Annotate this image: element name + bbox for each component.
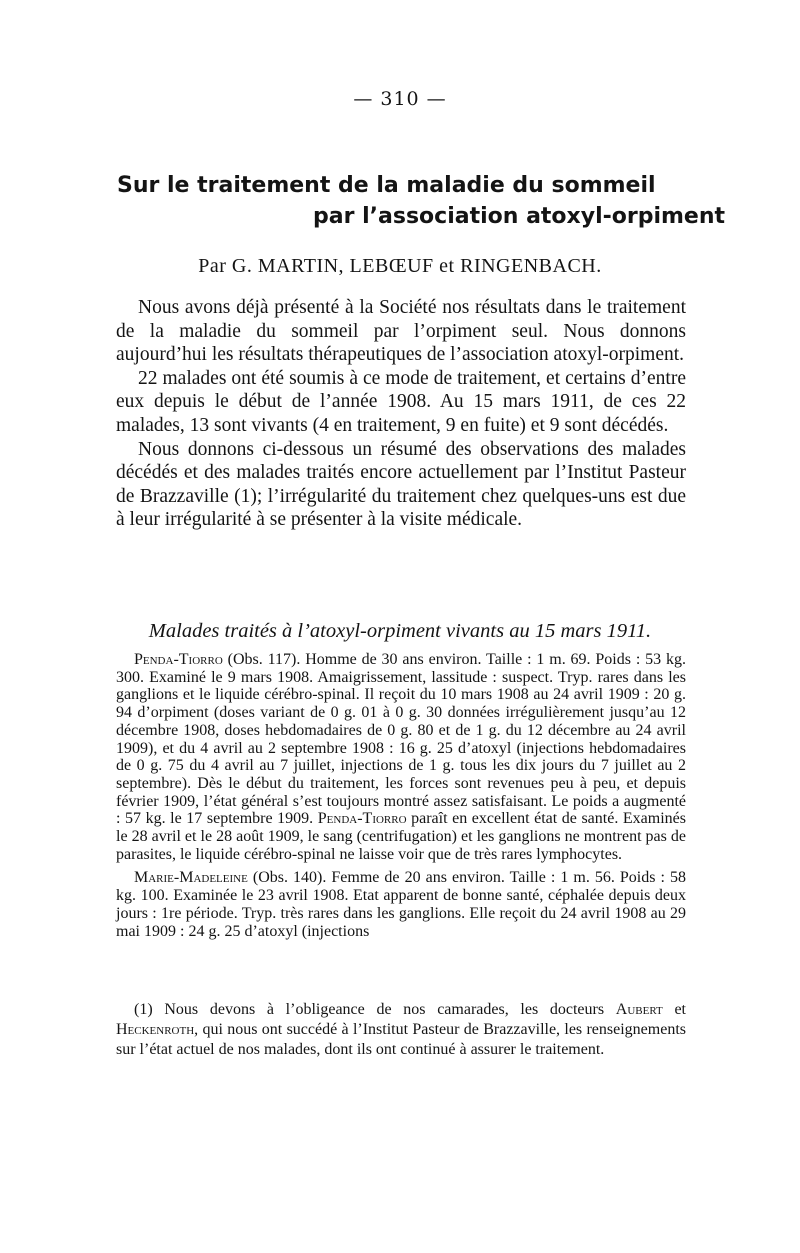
observation-text: paraît en excellent état de santé. Examinés le 28 avril et le 28 août 1909, le sang (centrifugation) et les ganglions ne montrent pas de parasites, le liquide cérébro-spinal ne laisse voir que de très rares lymphocytes. <box>116 810 686 863</box>
footnote-text: , qui nous ont succédé à l’Institut Pasteur de Brazzaville, les renseignements sur l’état actuel de nos malades, dont ils ont continué à assurer le traitement. <box>116 1021 686 1058</box>
title-line-2: par l’association atoxyl-orpiment <box>313 204 726 229</box>
patient-name: Penda-Tiorro <box>317 810 407 828</box>
footnote-name: Heckenroth <box>116 1021 195 1038</box>
footnote-text: (1) Nous devons à l’obligeance de nos camarades, les docteurs <box>134 1001 616 1018</box>
observation-entry <box>116 869 686 940</box>
authors-line: Par G. MARTIN, LEBŒUF et RINGENBACH. <box>198 255 602 277</box>
paragraph: 22 malades ont été soumis à ce mode de traitement, et certains d’entre eux depuis le début de l’année 1908. Au 15 mars 1911, de ces 22 malades, 13 sont vivants (4 en traitement, 9 en fuite) et 9 sont décédés. <box>116 367 686 436</box>
footnote-text: et <box>662 1001 687 1018</box>
section-title: Malades traités à l’atoxyl-orpiment vivants au 15 mars 1911. <box>148 620 652 642</box>
title-line-1: Sur le traitement de la maladie du sommeil <box>117 173 656 198</box>
paragraph: Nous avons déjà présenté à la Société nos résultats dans le traitement de la maladie du sommeil par l’orpiment seul. Nous donnons aujourd’hui les résultats thérapeutiques de l’association atoxyl-orpiment. <box>116 297 686 366</box>
patient-name: Marie-Madeleine <box>134 869 248 887</box>
observations <box>116 651 686 946</box>
footnote <box>116 1000 686 1060</box>
page-number: — 310 — <box>353 88 447 110</box>
footnote-name: Aubert <box>615 1001 663 1018</box>
paragraph: Nous donnons ci-dessous un résumé des observations des malades décédés et des malades traités encore actuellement par l’Institut Pasteur de Brazzaville (1); l’irrégularité du traitement chez quelques-uns est due à leur irrégularité à se présenter à la visite médicale. <box>116 438 686 531</box>
observation-entry <box>116 651 686 863</box>
observation-text: (Obs. 140). Femme de 20 ans environ. Taille : 1 m. 56. Poids : 58 kg. 100. Examinée le 23 avril 1908. Etat apparent de bonne santé, céphalée depuis deux jours : 1re période. Tryp. très rares dans les ganglions. Elle reçoit du 24 avril 1908 au 29 mai 1909 : 24 g. 25 d’atoxyl (injections <box>116 869 686 940</box>
body-text <box>116 296 686 532</box>
observation-text: (Obs. 117). Homme de 30 ans environ. Taille : 1 m. 69. Poids : 53 kg. 300. Examiné le 9 mars 1908. Amaigrissement, lassitude : suspect. Tryp. rares dans les ganglions et le liquide cérébro-spinal. Il reçoit du 10 mars 1908 au 24 avril 1909 : 20 g. 94 d’orpiment (doses variant de 0 g. 01 à 0 g. 30 données irrégulièrement jusqu’au 12 décembre 1908, doses hebdomadaires de 0 g. 80 et de 1 g. du 12 décembre au 24 avril 1909), et du 4 avril au 2 septembre 1908 : 16 g. 25 d’atoxyl (injections hebdomadaires de 0 g. 75 du 4 avril au 7 juillet, injections de 1 g. tous les dix jours du 7 juillet au 2 septembre). Dès le début du traitement, les forces sont revenues peu à peu, et depuis février 1909, l’état général s’est toujours montré assez satisfaisant. Le poids a augmenté : 57 kg. le 17 septembre 1909. <box>116 651 686 828</box>
patient-name: Penda-Tiorro <box>134 651 223 668</box>
